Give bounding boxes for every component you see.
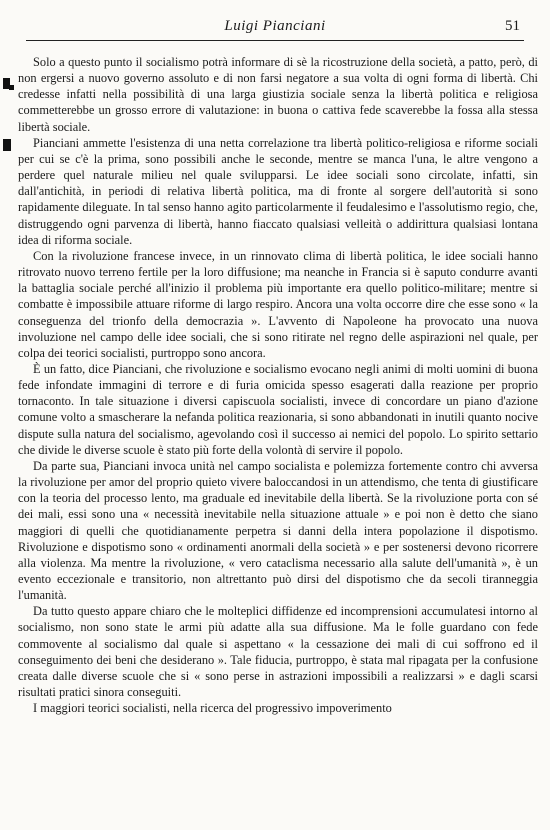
running-title: Luigi Pianciani: [224, 18, 326, 34]
margin-mark-icon: [3, 139, 11, 151]
paragraph: È un fatto, dice Pianciani, che rivoluzione e socialismo evocano negli animi di molti uomini di buona fede infondate immagini di terrore e di furia omicida spesso esagerati dalla reazione per proprio tornaconto. In tale situazione i diversi capiscuola socialisti, invece di concordare un piano d'azione comune volto a smascherare la nefanda politica reazionaria, si sono abbandonati in inutili quanto nocive dispute sulla natura del socialismo, agevolando così il successo ai nemici del popolo. Lo spirito settario che divide le diverse scuole è stato più forte della volontà di servire il popolo.: [18, 361, 538, 457]
paragraph: Da tutto questo appare chiaro che le molteplici diffidenze ed incomprensioni accumulatesi intorno al socialismo, non sono state le armi più adatte alla sua diffusione. Ma le folle guardano con fede commovente al socialismo dal quale si aspettano « la cessazione dei mali di cui soffrono ed il conseguimento dei beni che desiderano ». Tale fiducia, purtroppo, è stata mal ripagata per la confusione creata dalle diverse scuole che si « sono perse in astrazioni impossibili a realizzarsi » e dagli scarsi risultati pratici sinora conseguiti.: [18, 604, 538, 700]
paragraph: Da parte sua, Pianciani invoca unità nel campo socialista e polemizza fortemente contro chi avversa la rivoluzione per amor del proprio quieto vivere baloccandosi in un attendismo, che tenta di giustificare con la teoria del processo lento, ma graduale ed inevitabile della libertà. Se la rivoluzione porta con sé dei mali, essi sono una « necessità inevitabile nella situazione attuale » e poi non è detto che siano maggiori di quelli che quotidianamente perpetra si danni della intera popolazione il dispotismo. Rivoluzione e dispotismo sono « ordinamenti anormali della società » e per sostenersi devono ricorrere alla violenza. Ma mentre la rivoluzione, « vero cataclisma necessario alla salute dell'umanità », è un evento eccezionale e transitorio, non altrettanto può dirsi del dispotismo che da secoli tiranneggia l'umanità.: [18, 458, 538, 603]
paragraph: I maggiori teorici socialisti, nella ricerca del progressivo impoverimento: [33, 701, 392, 716]
running-header: [30, 18, 520, 38]
paragraph: Solo a questo punto il socialismo potrà informare di sè la ricostruzione della società, a patto, però, di non ergersi a nuovo governo assoluto e di non farsi negatore a sua volta di ogni forma di libertà. Chi credesse infatti nella possibilità di una larga giustizia sociale senza la libertà politica e religiosa commetterebbe un grosso errore di valutazione: in buona o cattiva fede scaverebbe la fossa alla stessa libertà sociale.: [18, 55, 538, 134]
page-body: [18, 54, 538, 716]
paragraph: Pianciani ammette l'esistenza di una netta correlazione tra libertà politico-religiosa e riforme sociali per cui se c'è la prima, sono possibili anche le seconde, mentre se manca l'una, le altre vengono a perdere quel naturale milieu nel quale svilupparsi. Le idee sociali sono circolate, infatti, sin dall'antichità, in periodi di relativa libertà politica, ma di fronte al sorgere dell'autorità si sono rapidamente dileguate. In tal senso hanno agito particolarmente il feudalesimo e l'assolutismo regio, che, distruggendo ogni parvenza di libertà, hanno fiaccato qualsiasi velleità o addirittura qualsiasi lontana idea di riforma sociale.: [18, 135, 538, 247]
paragraph: Con la rivoluzione francese invece, in un rinnovato clima di libertà politica, le idee sociali hanno ritrovato nuovo terreno fertile per la loro diffusione; ma neanche in Francia si è saputo condurre avanti la battaglia sociale perché all'inizio il problema più importante era quello politico-militare; mentre si combatte è impossibile attuare riforme di largo respiro. Ancora una volta occorre dire che esse sono « la conseguenza del trionfo della democrazia ». L'avvento di Napoleone ha provocato una nuova involuzione nel campo delle idee sociali, che si sono ritirate nel regno delle aspirazioni nel quale, per colpa dei teorici socialisti, purtroppo sono ancora.: [18, 248, 538, 360]
header-rule: [26, 40, 524, 41]
margin-mark-icon: [9, 85, 14, 90]
page-number: 51: [505, 18, 520, 34]
